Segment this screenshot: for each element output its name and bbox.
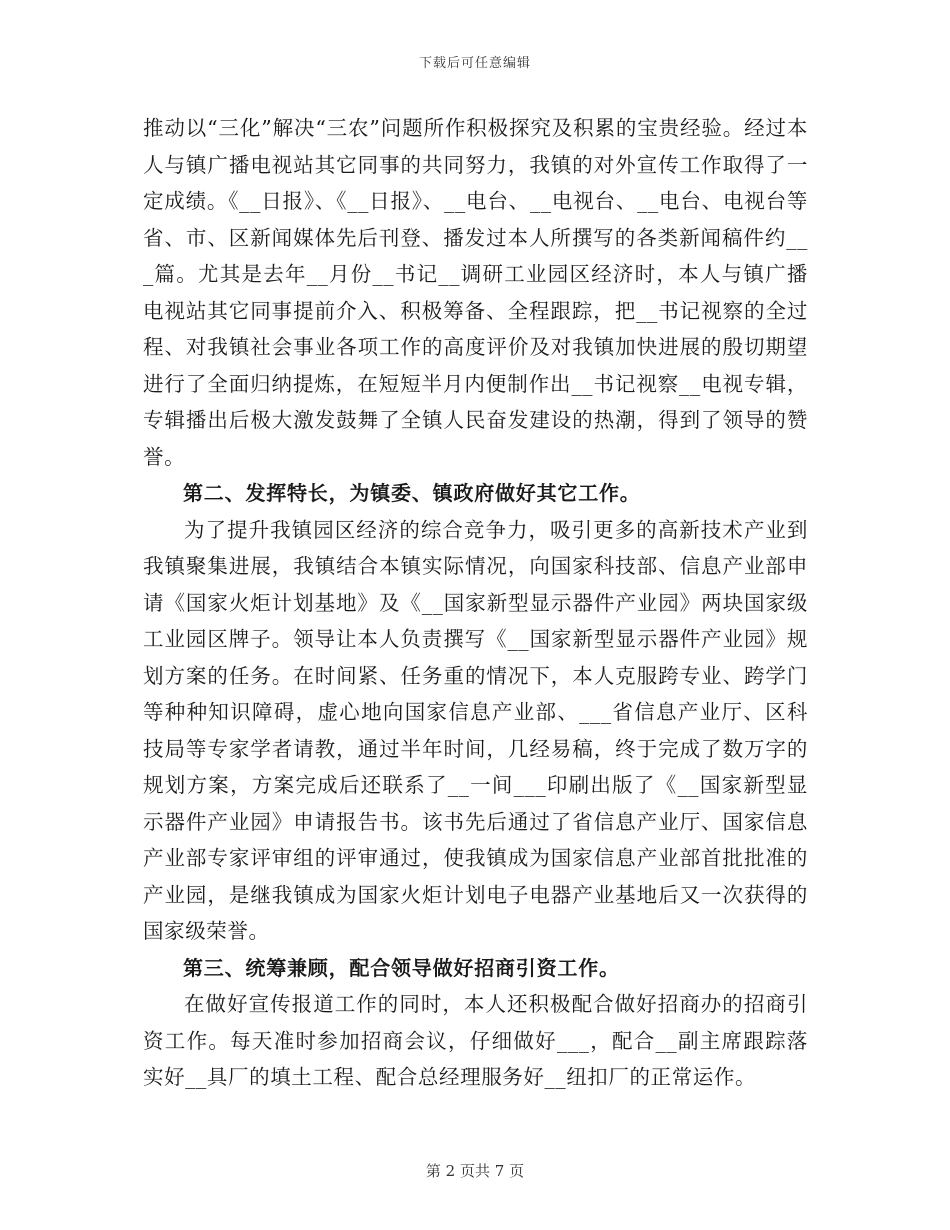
page-header: 下载后可任意编辑 — [418, 56, 531, 71]
paragraph-investment-work: 在做好宣传报道工作的同时，本人还积极配合做好招商办的招商引资工作。每天准时参加招商会议，仔细做好___，配合__副主席跟踪落实好__具厂的填土工程、配合总经理服务好__纽扣厂的正常运作。 — [143, 992, 808, 1089]
section-heading-three: 第三、统筹兼顾，配合领导做好招商引资工作。 — [183, 955, 620, 980]
document-body — [143, 110, 808, 1096]
section-heading-two: 第二、发挥特长，为镇委、镇政府做好其它工作。 — [183, 481, 641, 505]
paragraph-publicity-results: 推动以“三化”解决“三农”问题所作积极探究及积累的宝贵经验。经过本人与镇广播电视站其它同事的共同努力，我镇的对外宣传工作取得了一定成绩。《__日报》、《__日报》、__电台、__电视台、__电台、电视台等省、市、区新闻媒体先后刊登、播发过本人所撰写的各类新闻稿件约___篇。尤其是去年__月份__书记__调研工业园区经济时，本人与镇广播电视站其它同事提前介入、积极筹备、全程跟踪，把__书记视察的全过程、对我镇社会事业各项工作的高度评价及对我镇加快进展的殷切期望进行了全面归纳提炼，在短短半月内便制作出__书记视察__电视专辑，专辑播出后极大激发鼓舞了全镇人民奋发建设的热潮，得到了领导的赞誉。 — [143, 116, 808, 469]
paragraph-industrial-park: 为了提升我镇园区经济的综合竞争力，吸引更多的高新技术产业到我镇聚集进展，我镇结合本镇实际情况，向国家科技部、信息产业部申请《国家火炬计划基地》及《__国家新型显示器件产业园》两块国家级工业园区牌子。领导让本人负责撰写《__国家新型显示器件产业园》规划方案的任务。在时间紧、任务重的情况下，本人克服跨专业、跨学门等种种知识障碍，虚心地向国家信息产业部、___省信息产业厅、区科技局等专家学者请教，通过半年时间，几经易稿，终于完成了数万字的规划方案，方案完成后还联系了__一间___印刷出版了《__国家新型显示器件产业园》申请报告书。该书先后通过了省信息产业厅、国家信息产业部专家评审组的评审通过，使我镇成为国家信息产业部首批批准的产业园，是继我镇成为国家火炬计划电子电器产业基地后又一次获得的国家级荣誉。 — [143, 517, 808, 943]
page-footer: 第 2 页共 7 页 — [425, 1162, 525, 1180]
